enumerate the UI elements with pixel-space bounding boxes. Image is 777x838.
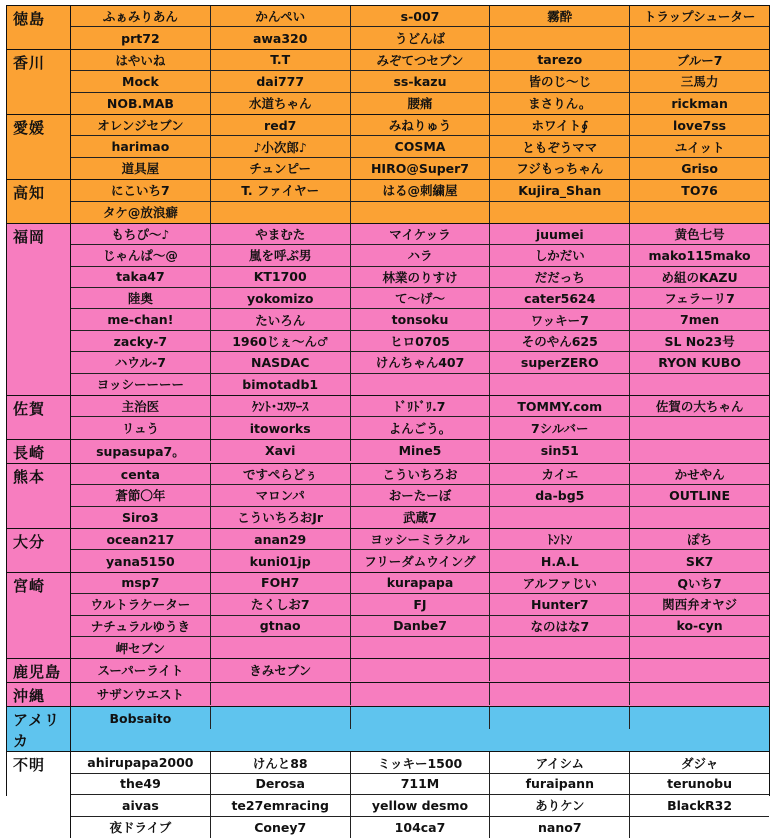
member-name-cell: 黄色七号	[629, 224, 769, 244]
member-name-cell: じゃんぱ～@	[102, 248, 178, 264]
member-name-cell	[210, 637, 350, 658]
member-name-cell: TOMMY.com	[489, 396, 629, 416]
member-name-cell: harimao	[111, 139, 170, 155]
member-name-cell: ブルー7	[629, 50, 769, 70]
member-name-cell: はやいね	[115, 52, 166, 68]
member-name-cell	[489, 202, 629, 223]
member-name-cell: FJ	[350, 594, 490, 614]
member-name-cell: かせやん	[629, 464, 769, 484]
member-name-cell: love7ss	[629, 115, 769, 135]
member-name-cell	[350, 659, 490, 680]
member-name-cell: me-chan!	[107, 312, 174, 328]
table-row	[71, 529, 769, 550]
member-name-cell: みねりゅう	[350, 115, 490, 135]
table-row	[71, 267, 769, 288]
member-name-cell: dai777	[210, 71, 350, 91]
member-name-cell: anan29	[210, 529, 350, 549]
member-name-cell: ヨッシーーーー	[96, 377, 185, 393]
member-name-cell: 7men	[629, 309, 769, 329]
member-name-cell	[489, 659, 629, 680]
region-group	[7, 180, 769, 224]
member-name-cell: けんちゃん407	[350, 352, 490, 372]
member-name-cell: アイシム	[489, 752, 629, 772]
member-name-cell	[629, 507, 769, 528]
member-name-cell: sin51	[489, 440, 629, 461]
member-name-cell: yokomizo	[210, 288, 350, 308]
member-name-cell: COSMA	[350, 136, 490, 156]
member-name-cell: 林業のりすけ	[350, 267, 490, 287]
member-name-cell: T. ファイヤー	[210, 180, 350, 200]
member-name-cell	[210, 707, 350, 728]
member-name-cell: bimotadb1	[210, 374, 350, 395]
member-name-cell: Danbe7	[350, 616, 490, 636]
member-name-cell: 水道ちゃん	[210, 93, 350, 114]
member-name-cell: にこいち7	[111, 183, 170, 199]
table-row	[71, 136, 769, 157]
table-row	[71, 637, 769, 658]
member-name-cell: H.A.L	[489, 550, 629, 571]
table-row	[71, 659, 769, 680]
member-name-cell: やまむた	[210, 224, 350, 244]
member-name-cell: Xavi	[210, 440, 350, 461]
member-table	[6, 5, 770, 836]
member-name-cell: ss-kazu	[350, 71, 490, 91]
region-label: 宮崎	[7, 573, 71, 659]
member-name-cell: Hunter7	[489, 594, 629, 614]
table-row	[71, 158, 769, 179]
table-row	[71, 6, 769, 27]
member-name-cell	[489, 27, 629, 48]
member-name-cell	[629, 659, 769, 680]
member-name-cell: オレンジセブン	[97, 118, 184, 134]
member-name-cell: 主治医	[121, 399, 160, 415]
member-name-cell: チュンピー	[210, 158, 350, 179]
table-row	[71, 485, 769, 506]
table-row	[71, 71, 769, 92]
table-row	[71, 288, 769, 309]
member-name-cell: kuni01jp	[210, 550, 350, 571]
member-name-cell: the49	[120, 776, 161, 792]
member-name-cell: そのやん625	[489, 331, 629, 351]
table-row	[71, 752, 769, 773]
member-name-cell: もちぴ～♪	[111, 227, 170, 243]
member-name-cell: te27emracing	[210, 795, 350, 815]
member-name-cell: taka47	[116, 269, 165, 285]
member-name-cell: 7シルバー	[489, 417, 629, 438]
table-row	[71, 707, 769, 728]
member-name-cell: 関西弁オヤジ	[629, 594, 769, 614]
member-name-cell: ハラ	[350, 245, 490, 265]
region-label: 不明	[7, 752, 71, 838]
table-row	[71, 115, 769, 136]
member-name-cell	[629, 817, 769, 838]
region-label: 鹿児島	[7, 659, 71, 682]
member-name-cell	[350, 637, 490, 658]
table-row	[71, 594, 769, 615]
member-name-cell: おーたーぼ	[350, 485, 490, 505]
member-name-cell	[629, 637, 769, 658]
member-name-cell: 夜ドライブ	[109, 820, 172, 836]
member-name-cell: KT1700	[210, 267, 350, 287]
member-name-cell: supasupa7。	[96, 443, 185, 459]
member-name-cell: FOH7	[210, 573, 350, 593]
member-name-cell: 嵐を呼ぶ男	[210, 245, 350, 265]
member-name-cell: cater5624	[489, 288, 629, 308]
table-row	[71, 50, 769, 71]
member-name-cell: 武蔵7	[350, 507, 490, 528]
member-name-cell: Coney7	[210, 817, 350, 838]
member-name-cell: 佐賀の大ちゃん	[629, 396, 769, 416]
member-name-cell: tarezo	[489, 50, 629, 70]
member-name-cell: Bobsaito	[109, 710, 172, 726]
table-row	[71, 464, 769, 485]
member-name-cell: スーパーライト	[97, 663, 184, 679]
member-name-cell: OUTLINE	[629, 485, 769, 505]
member-name-cell	[489, 507, 629, 528]
table-row	[71, 417, 769, 438]
member-name-cell: T.T	[210, 50, 350, 70]
member-name-cell: トラップシューター	[629, 6, 769, 26]
member-name-cell: マイケッラ	[350, 224, 490, 244]
member-name-cell: rickman	[629, 93, 769, 114]
member-name-cell: ko-cyn	[629, 616, 769, 636]
region-label: 福岡	[7, 224, 71, 395]
region-group	[7, 6, 769, 50]
table-row	[71, 507, 769, 528]
member-name-cell	[629, 440, 769, 461]
member-name-cell	[210, 683, 350, 704]
region-group	[7, 115, 769, 180]
region-label: 佐賀	[7, 396, 71, 439]
member-name-cell: 腰痛	[350, 93, 490, 114]
member-name-cell: prt72	[121, 30, 160, 46]
member-name-cell: カイエ	[489, 464, 629, 484]
member-name-cell: ぽち	[629, 529, 769, 549]
member-name-cell	[629, 417, 769, 438]
member-name-cell: RYON KUBO	[629, 352, 769, 372]
member-name-cell: HIRO@Super7	[350, 158, 490, 179]
member-name-cell: BlackR32	[629, 795, 769, 815]
table-row	[71, 683, 769, 704]
member-name-cell: ﾄﾝﾄﾝ	[489, 529, 629, 549]
member-name-cell	[629, 374, 769, 395]
member-name-cell: かんぺい	[210, 6, 350, 26]
member-name-cell: tonsoku	[350, 309, 490, 329]
member-name-cell: 道具屋	[121, 161, 160, 177]
member-name-cell: nano7	[489, 817, 629, 838]
member-name-cell: ミッキー1500	[350, 752, 490, 772]
member-name-cell: ﾄﾞﾘﾄﾞﾘ.7	[350, 396, 490, 416]
member-name-cell: Mine5	[350, 440, 490, 461]
member-name-cell: awa320	[210, 27, 350, 48]
region-group	[7, 573, 769, 660]
member-name-cell	[350, 707, 490, 728]
member-name-cell: なのはな7	[489, 616, 629, 636]
member-name-cell: こういちろお	[350, 464, 490, 484]
member-name-cell: たいろん	[210, 309, 350, 329]
member-name-cell: 104ca7	[350, 817, 490, 838]
member-name-cell: Kujira_Shan	[489, 180, 629, 200]
member-name-cell: SK7	[629, 550, 769, 571]
member-name-cell	[350, 683, 490, 704]
table-row	[71, 93, 769, 114]
member-name-cell	[489, 637, 629, 658]
member-name-cell: aivas	[122, 797, 159, 813]
member-name-cell: kurapapa	[350, 573, 490, 593]
table-row	[71, 440, 769, 461]
region-group	[7, 659, 769, 683]
member-name-cell	[629, 202, 769, 223]
table-row	[71, 817, 769, 838]
member-name-cell: SL No23号	[629, 331, 769, 351]
member-name-cell: 蒼節〇年	[115, 488, 166, 504]
member-name-cell: ふぁみりあん	[102, 9, 178, 25]
member-name-cell: たくしお7	[210, 594, 350, 614]
member-name-cell: superZERO	[489, 352, 629, 372]
region-label: 長崎	[7, 440, 71, 463]
member-name-cell: 三馬力	[629, 71, 769, 91]
member-name-cell: TO76	[629, 180, 769, 200]
member-name-cell: タケ@放浪癖	[102, 205, 178, 221]
region-group	[7, 707, 769, 752]
region-group	[7, 529, 769, 573]
member-name-cell: ♪小次郎♪	[210, 136, 350, 156]
member-name-cell: yana5150	[106, 553, 175, 569]
member-name-cell: ocean217	[106, 531, 175, 547]
member-name-cell: フリーダムウイング	[350, 550, 490, 571]
member-name-cell: フジもっちゃん	[489, 158, 629, 179]
member-name-cell: Derosa	[210, 774, 350, 794]
member-name-cell: ウルトラケーター	[90, 597, 191, 613]
member-name-cell: ですぺらどぅ	[210, 464, 350, 484]
table-row	[71, 245, 769, 266]
member-name-cell: リュう	[121, 421, 159, 437]
member-name-cell: だだっち	[489, 267, 629, 287]
member-name-cell	[629, 707, 769, 728]
member-name-cell: furaipann	[489, 774, 629, 794]
table-row	[71, 374, 769, 395]
member-name-cell: ともぞうママ	[489, 136, 629, 156]
member-name-cell: gtnao	[210, 616, 350, 636]
member-name-cell	[350, 374, 490, 395]
member-name-cell: NOB.MAB	[106, 95, 174, 111]
member-name-cell: centa	[120, 466, 160, 482]
member-name-cell: mako115mako	[629, 245, 769, 265]
region-group	[7, 50, 769, 115]
region-group	[7, 752, 769, 838]
member-name-cell: うどんば	[350, 27, 490, 48]
region-label: 高知	[7, 180, 71, 223]
member-name-cell: Qいち7	[629, 573, 769, 593]
member-name-cell: Griso	[629, 158, 769, 179]
member-name-cell: itoworks	[210, 417, 350, 438]
member-name-cell: ナチュラルゆうき	[90, 618, 191, 634]
region-label: アメリカ	[7, 707, 71, 751]
member-name-cell	[489, 374, 629, 395]
member-name-cell: ハウル-7	[114, 355, 166, 371]
region-group	[7, 440, 769, 464]
table-row	[71, 309, 769, 330]
region-group	[7, 464, 769, 529]
member-name-cell: 711M	[350, 774, 490, 794]
member-name-cell	[629, 683, 769, 704]
region-group	[7, 396, 769, 440]
region-group	[7, 683, 769, 707]
region-label: 沖縄	[7, 683, 71, 706]
member-name-cell: red7	[210, 115, 350, 135]
member-name-cell	[489, 683, 629, 704]
table-row	[71, 396, 769, 417]
member-name-cell: s-007	[350, 6, 490, 26]
table-row	[71, 331, 769, 352]
member-name-cell: ヒロ0705	[350, 331, 490, 351]
member-name-cell: yellow desmo	[350, 795, 490, 815]
table-row	[71, 573, 769, 594]
table-row	[71, 774, 769, 795]
member-name-cell: はる@刺繍屋	[350, 180, 490, 200]
member-name-cell: Mock	[122, 73, 159, 89]
member-name-cell: サザンウエスト	[96, 687, 185, 703]
member-name-cell: ありケン	[489, 795, 629, 815]
member-name-cell: こういちろおJr	[210, 507, 350, 528]
member-name-cell: 岬セブン	[115, 640, 166, 656]
member-name-cell: よんごう。	[350, 417, 490, 438]
member-name-cell: ユイット	[629, 136, 769, 156]
member-name-cell: zacky-7	[113, 333, 168, 349]
member-name-cell: ｹﾝﾄ･ｺｽﾜｰｽ	[210, 396, 350, 416]
region-label: 愛媛	[7, 115, 71, 179]
member-name-cell: msp7	[121, 575, 160, 591]
member-name-cell	[210, 202, 350, 223]
member-name-cell	[489, 707, 629, 728]
member-name-cell: ワッキー7	[489, 309, 629, 329]
member-name-cell: Siro3	[122, 509, 159, 525]
table-row	[71, 550, 769, 571]
member-name-cell: da-bg5	[489, 485, 629, 505]
member-name-cell: 陸奥	[127, 291, 153, 307]
member-name-cell	[629, 27, 769, 48]
region-label: 大分	[7, 529, 71, 572]
member-name-cell: けんと88	[210, 752, 350, 772]
table-row	[71, 202, 769, 223]
region-group	[7, 224, 769, 396]
member-name-cell: アルファじい	[489, 573, 629, 593]
member-name-cell: マロンパ	[210, 485, 350, 505]
member-name-cell: juumei	[489, 224, 629, 244]
table-row	[71, 180, 769, 201]
table-row	[71, 224, 769, 245]
member-name-cell: て～げ～	[350, 288, 490, 308]
region-label: 香川	[7, 50, 71, 114]
table-row	[71, 27, 769, 48]
member-name-cell: 1960じぇ～ん♂	[210, 331, 350, 351]
member-name-cell	[350, 202, 490, 223]
member-name-cell: NASDAC	[210, 352, 350, 372]
region-label: 徳島	[7, 6, 71, 49]
region-label: 熊本	[7, 464, 71, 528]
member-name-cell: まさりん。	[489, 93, 629, 114]
table-row	[71, 616, 769, 637]
member-name-cell: フェラーリ7	[629, 288, 769, 308]
member-name-cell: ahirupapa2000	[87, 755, 194, 771]
member-name-cell: きみセブン	[210, 659, 350, 680]
member-name-cell: terunobu	[629, 774, 769, 794]
member-name-cell: みぞてつセブン	[350, 50, 490, 70]
member-name-cell: 霧酔	[489, 6, 629, 26]
table-row	[71, 352, 769, 373]
member-name-cell: ホワイト∮	[489, 115, 629, 135]
member-name-cell: め組のKAZU	[629, 267, 769, 287]
table-row	[71, 795, 769, 816]
member-name-cell: ヨッシーミラクル	[350, 529, 490, 549]
member-name-cell: ダジャ	[629, 752, 769, 772]
member-name-cell: 皆のじ～じ	[489, 71, 629, 91]
member-name-cell: しかだい	[489, 245, 629, 265]
